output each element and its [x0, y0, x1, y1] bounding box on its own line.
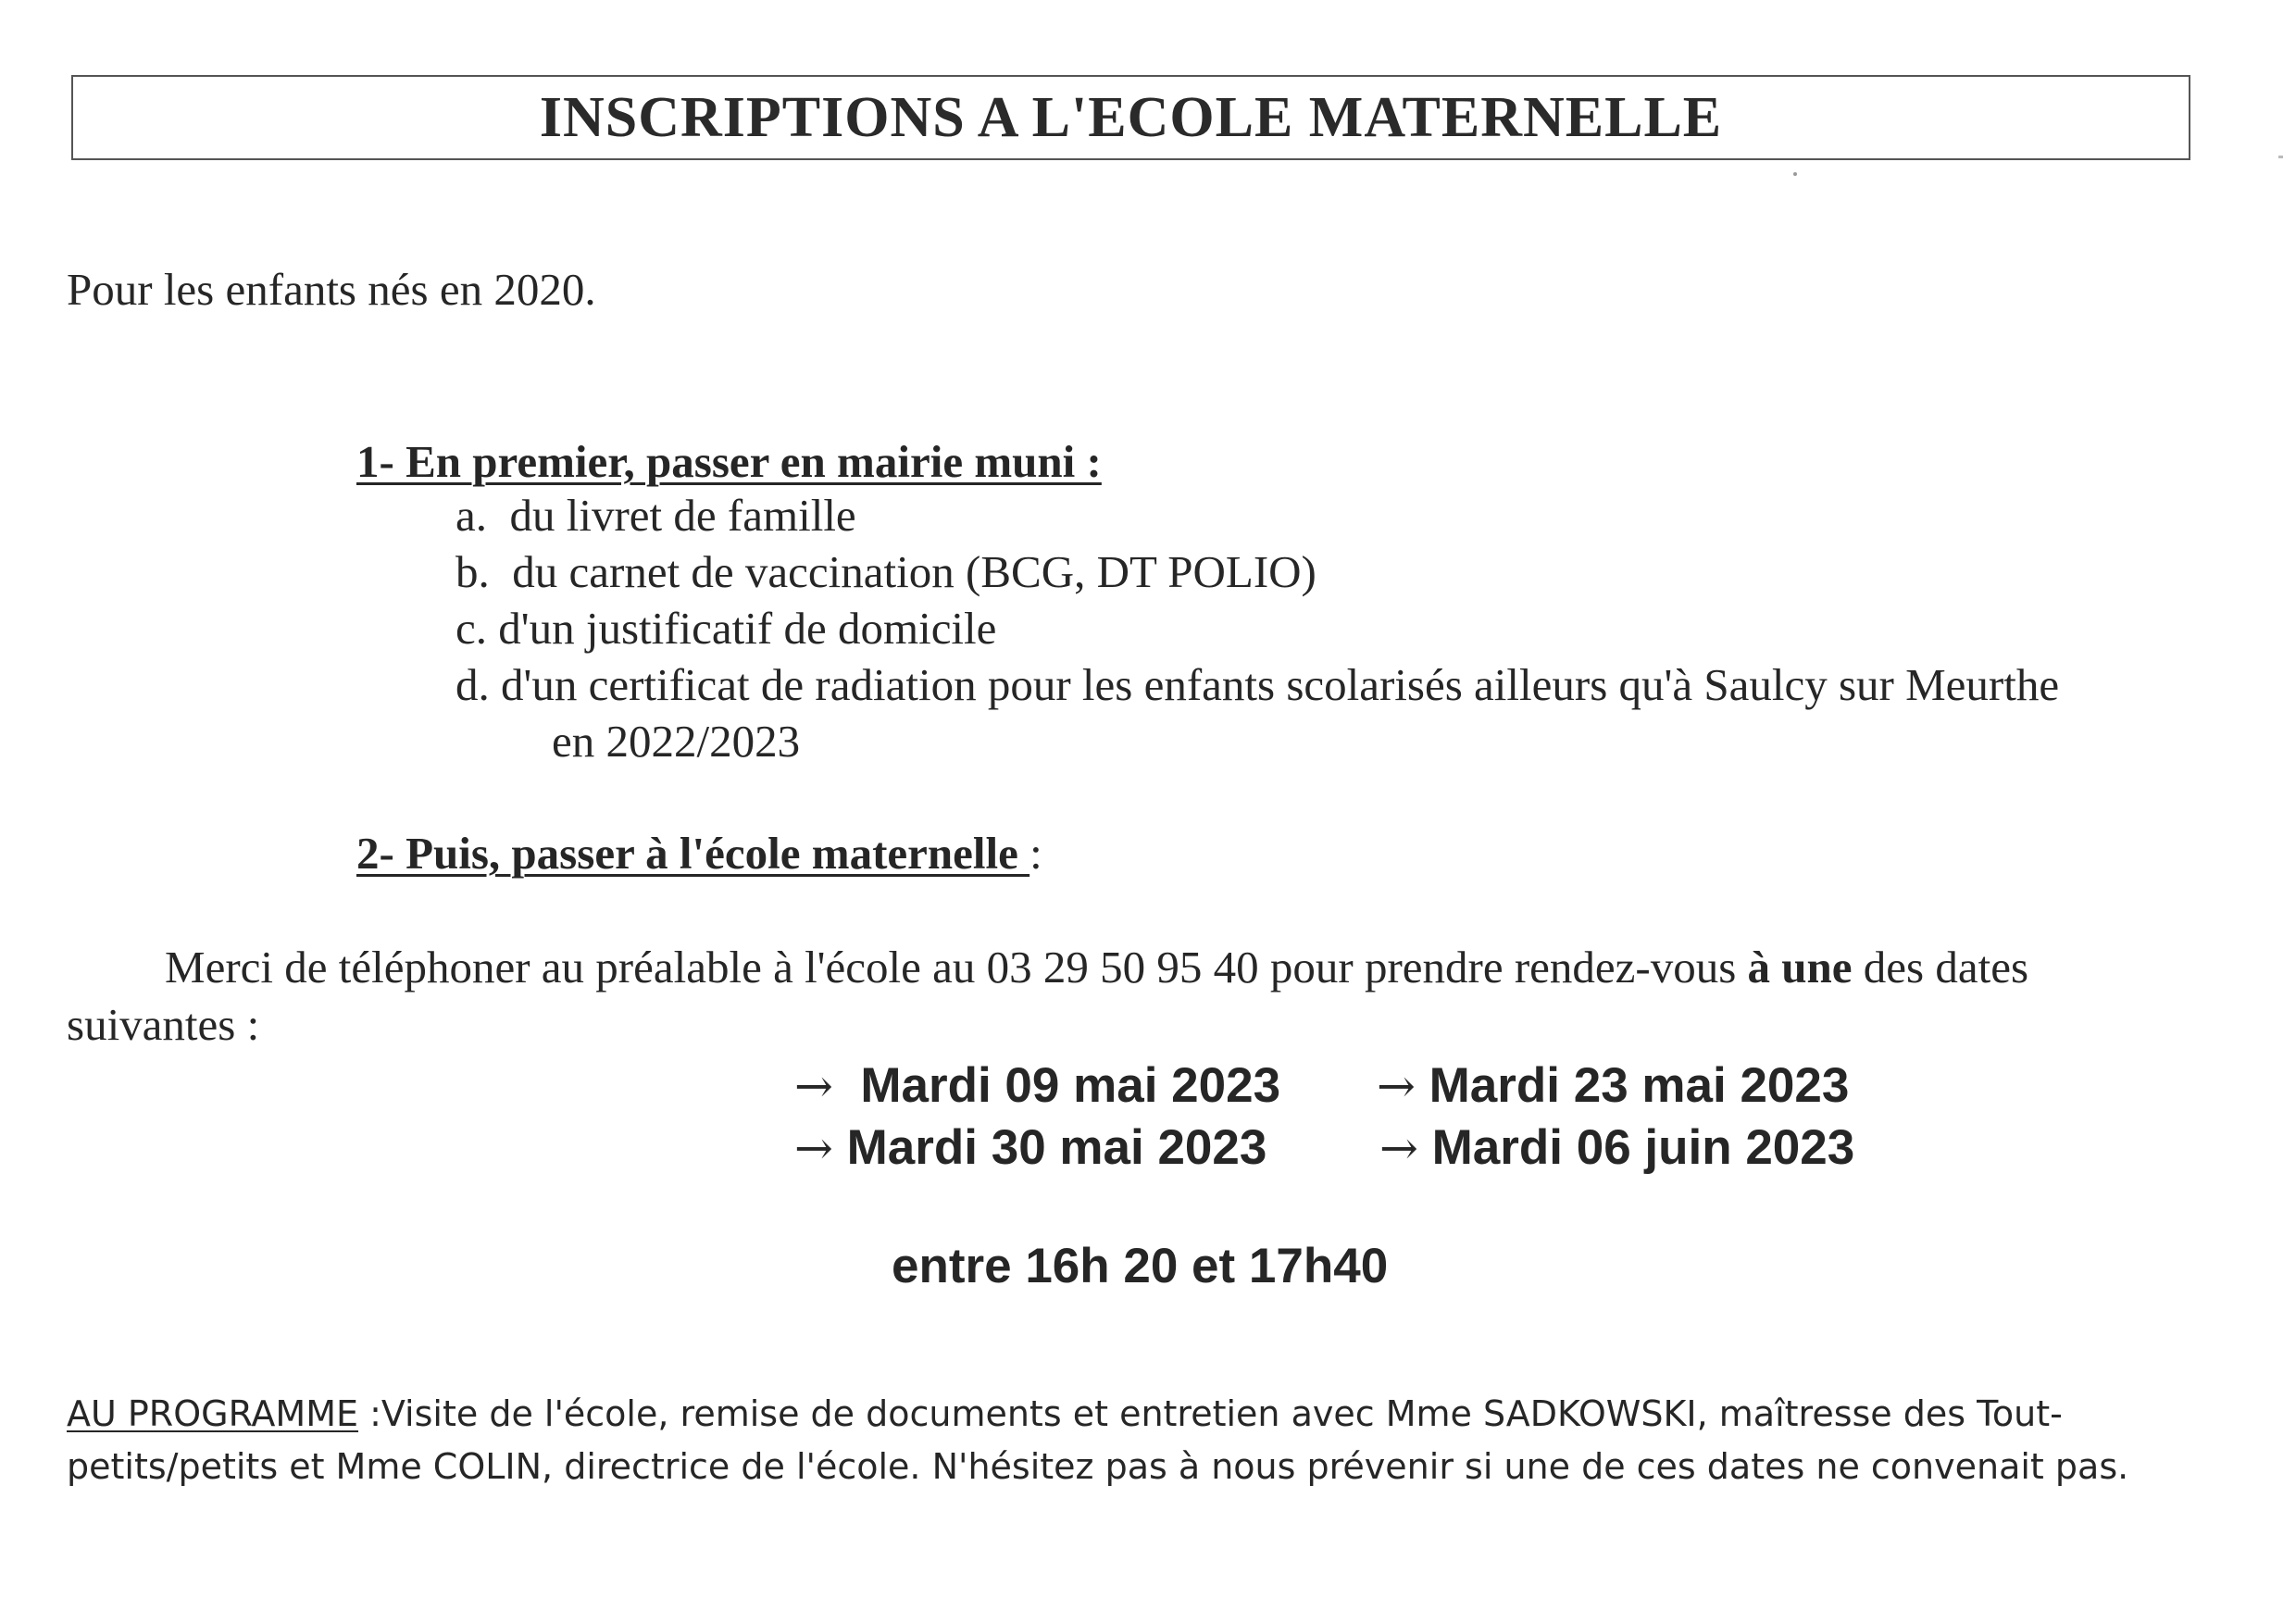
- arrow-icon: →: [1377, 1059, 1416, 1113]
- title-box: [71, 75, 2190, 160]
- date-entry: [1379, 1120, 1855, 1175]
- list-marker: d.: [455, 659, 490, 710]
- program-label: AU PROGRAMME: [67, 1393, 359, 1434]
- step1-heading: 1- En premier, passer en mairie muni :: [356, 436, 1102, 487]
- date-entry: [794, 1120, 1267, 1175]
- list-item: [455, 659, 2060, 710]
- arrow-icon: →: [1379, 1121, 1418, 1175]
- step2-heading-line: [356, 828, 1042, 879]
- scan-mark: [2278, 156, 2283, 158]
- date-entry: [1377, 1058, 1850, 1113]
- list-item: [455, 490, 856, 541]
- date-text: Mardi 09 mai 2023: [860, 1058, 1281, 1113]
- program-text-1: :Visite de l'école, remise de documents et entretien avec Mme SADKOWSKI, maîtresse des Tout-: [358, 1393, 2063, 1434]
- scan-speck: [1793, 172, 1797, 176]
- intro-text: Pour les enfants nés en 2020.: [67, 264, 596, 315]
- program-line-1: [67, 1393, 2063, 1434]
- date-text: Mardi 06 juin 2023: [1431, 1120, 1855, 1175]
- list-marker: a.: [455, 490, 487, 541]
- arrow-icon: →: [794, 1121, 833, 1175]
- program-line-2: petits/petits et Mme COLIN, directrice de l'école. N'hésitez pas à nous prévenir si une de ces dates ne convenait pas.: [67, 1446, 2129, 1487]
- contact-emphasis: à une: [1747, 942, 1853, 993]
- date-entry: [794, 1058, 1281, 1113]
- date-text: Mardi 30 mai 2023: [846, 1120, 1267, 1175]
- step2-heading-suffix: :: [1029, 828, 1042, 879]
- contact-line-1: [165, 942, 2029, 993]
- list-item: [455, 603, 997, 654]
- list-item-text: du livret de famille: [509, 490, 856, 541]
- time-range: entre 16h 20 et 17h40: [892, 1239, 1389, 1293]
- contact-text-after: des dates: [1852, 942, 2029, 993]
- list-item-continuation: en 2022/2023: [552, 716, 801, 767]
- list-marker: c.: [455, 603, 487, 654]
- list-item-text: d'un certificat de radiation pour les enfants scolarisés ailleurs qu'à Saulcy sur Meurthe: [501, 659, 2060, 710]
- list-item-text: du carnet de vaccination (BCG, DT POLIO): [512, 546, 1316, 597]
- arrow-icon: →: [794, 1059, 833, 1113]
- step2-heading: 2- Puis, passer à l'école maternelle: [356, 828, 1030, 879]
- list-item: [455, 546, 1316, 597]
- contact-text-before: Merci de téléphoner au préalable à l'école au 03 29 50 95 40 pour prendre rendez-vous: [165, 942, 1748, 993]
- page-title: INSCRIPTIONS A L'ECOLE MATERNELLE: [539, 85, 1723, 149]
- contact-line-2: suivantes :: [67, 999, 260, 1050]
- date-text: Mardi 23 mai 2023: [1429, 1058, 1850, 1113]
- list-marker: b.: [455, 546, 490, 597]
- list-item-text: d'un justificatif de domicile: [498, 603, 997, 654]
